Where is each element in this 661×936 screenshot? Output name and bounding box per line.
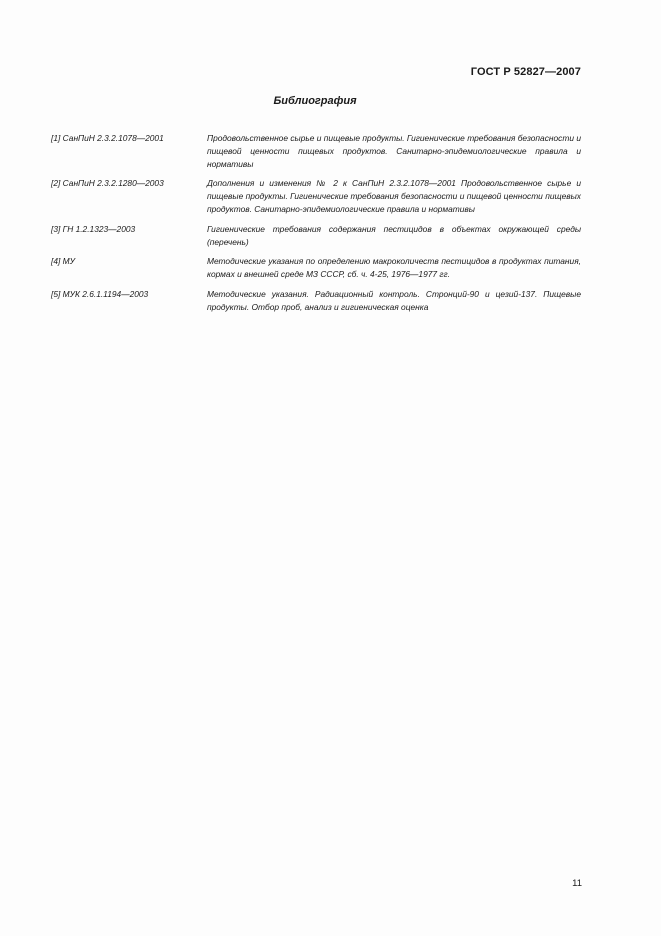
document-code: ГОСТ Р 52827—2007 [470, 66, 581, 78]
bibliography-item-key: [5] МУК 2.6.1.1194—2003 [51, 288, 149, 299]
bibliography-item-text: Методические указания. Радиационный контроль. Стронций-90 и цезий-137. Пищевые продукты. Отбор проб, анализ и гигиеническая оценка [207, 288, 581, 312]
bibliography-item-key: [1] СанПиН 2.3.2.1078—2001 [51, 133, 164, 143]
bibliography-item [51, 223, 581, 249]
bibliography-list [51, 132, 581, 321]
bibliography-item-key: [4] МУ [51, 256, 75, 267]
bibliography-item-key: [3] ГН 1.2.1323—2003 [51, 223, 136, 234]
bibliography-title: Библиография [273, 95, 357, 107]
bibliography-item [51, 255, 581, 281]
bibliography-item [51, 288, 581, 314]
bibliography-item-text: Методические указания по определению макроколичеств пестицидов в продуктах питания, кормах и внешней среде МЗ СССР, сб. ч. 4-25, 1976—1977 гг. [207, 256, 581, 280]
bibliography-item [51, 177, 581, 215]
bibliography-item-text: Дополнения и изменения № 2 к СанПиН 2.3.2.1078—2001 Продовольственное сырье и пищевые продукты. Гигиенические требования безопасности и пищевой ценности пищевых продуктов. Санитарно-эпидемиологические правила и нормативы [207, 178, 581, 214]
bibliography-item-text: Гигиенические требования содержания пестицидов в объектах окружающей среды (перечень) [207, 223, 581, 247]
bibliography-item-text: Продовольственное сырье и пищевые продукты. Гигиенические требования безопасности и пищевой ценности пищевых продуктов. Санитарно-эпидемиологические правила и нормативы [207, 133, 581, 169]
bibliography-item-key: [2] СанПиН 2.3.2.1280—2003 [51, 178, 164, 189]
page-number: 11 [572, 878, 582, 889]
bibliography-item [51, 132, 581, 170]
